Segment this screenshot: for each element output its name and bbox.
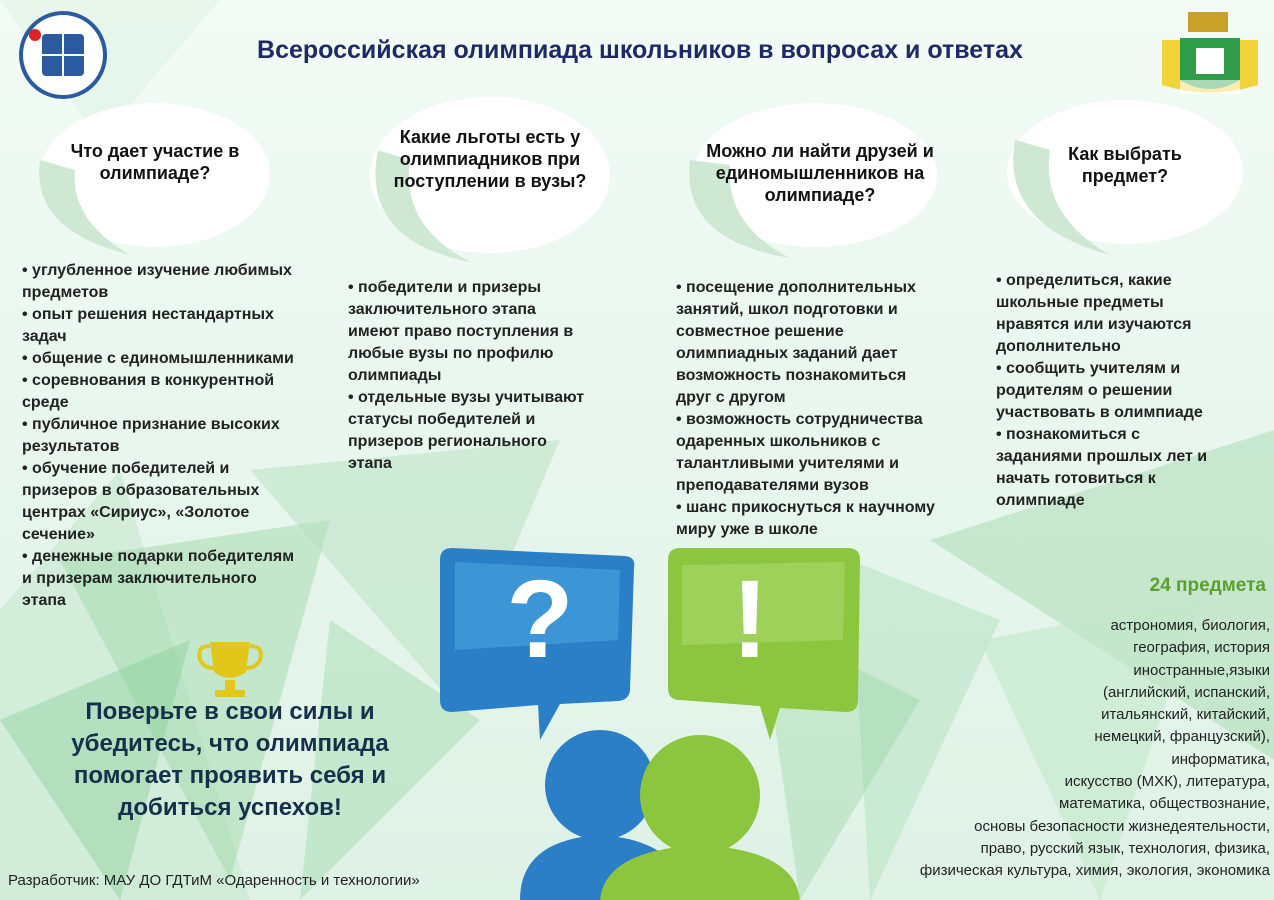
answer-line: результатов — [22, 438, 120, 455]
answer-line: • денежные подарки победителям — [22, 548, 295, 565]
answer-line: имеют право поступления в — [348, 323, 574, 340]
answer-line: этапа — [22, 592, 66, 609]
exclamation-mark-icon: ! — [731, 558, 769, 681]
answer-line: олимпиады — [348, 367, 442, 384]
subject-line: немецкий, французский), — [1094, 728, 1270, 746]
subjects-title: 24 предмета — [1149, 575, 1266, 596]
answer-line: заданиями прошлых лет и — [996, 448, 1208, 465]
subject-line: искусство (МХК), литература, — [1064, 773, 1270, 791]
subject-line: иностранные,языки — [1133, 661, 1270, 679]
answer-line: занятий, школ подготовки и — [676, 301, 898, 318]
answer-line: олимпиаде — [996, 492, 1085, 509]
subject-line: (английский, испанский, — [1102, 683, 1270, 701]
answers-column-3 — [676, 277, 986, 541]
answer-line: • победители и призеры — [348, 279, 542, 296]
answer-line: талантливыми учителями и — [676, 455, 899, 472]
answer-line: миру уже в школе — [676, 521, 818, 538]
coat-of-arms — [1162, 12, 1258, 94]
answer-line: призеров в образовательных — [22, 482, 260, 499]
answer-line: статусы победителей и — [348, 411, 536, 428]
answer-line: дополнительно — [996, 338, 1121, 355]
motto-line: убедитесь, что олимпиада — [71, 730, 389, 757]
answer-line: задач — [22, 328, 67, 345]
answer-line: одаренных школьников с — [676, 433, 881, 450]
answer-line: олимпиадных заданий дает — [676, 345, 898, 362]
answer-line: • общение с единомышленниками — [22, 350, 294, 367]
olympiad-logo — [21, 13, 105, 97]
answer-line: нравятся или изучаются — [996, 316, 1192, 333]
answer-line: среде — [22, 394, 69, 411]
question-1: Что дает участие в олимпиаде? — [70, 141, 240, 183]
answer-line: • углубленное изучение любимых — [22, 262, 292, 279]
answer-line: призеров регионального — [348, 433, 547, 450]
answers-column-4 — [996, 270, 1266, 512]
answer-line: совместное решение — [676, 323, 844, 340]
motto-line: помогает проявить себя и — [73, 762, 387, 789]
answer-line: • посещение дополнительных — [676, 279, 916, 296]
subject-line: география, история — [1133, 639, 1270, 657]
motto-line: Поверьте в свои силы и — [85, 698, 375, 725]
answers-column-2 — [348, 277, 648, 475]
page-title: Всероссийская олимпиада школьников в вопросах и ответах — [257, 36, 1023, 64]
answer-line: • публичное признание высоких — [22, 416, 280, 433]
developer-credit: Разработчик: МАУ ДО ГДТиМ «Одаренность и технологии» — [8, 872, 420, 889]
answer-line: участвовать в олимпиаде — [996, 404, 1203, 421]
answer-line: школьные предметы — [996, 294, 1164, 311]
subject-line: математика, обществознание, — [1059, 795, 1270, 813]
answer-line: начать готовиться к — [996, 470, 1156, 487]
answer-line: центрах «Сириус», «Золотое — [22, 504, 250, 521]
subject-line: астрономия, биология, — [1110, 617, 1270, 634]
answer-line: • определиться, какие — [996, 272, 1172, 289]
subject-line: информатика, — [1171, 750, 1270, 768]
subjects-list — [820, 615, 1270, 883]
question-4: Как выбрать предмет? — [1068, 144, 1182, 186]
people-graphic — [520, 730, 800, 900]
question-3: Можно ли найти друзей и единомышленников на олимпиаде? — [706, 141, 934, 205]
answer-line: заключительного этапа — [348, 301, 536, 318]
answer-line: и призерам заключительного — [22, 570, 257, 587]
answer-line: • шанс прикоснуться к научному — [676, 499, 935, 516]
answers-column-1 — [22, 260, 342, 612]
motto — [30, 696, 430, 824]
answer-line: • познакомиться с — [996, 426, 1141, 443]
answer-line: любые вузы по профилю — [348, 345, 554, 362]
subject-line: физическая культура, химия, экология, экономика — [919, 862, 1270, 880]
subject-line: основы безопасности жизнедеятельности, — [974, 817, 1270, 835]
answer-line: сечение» — [22, 526, 95, 543]
answer-line: • отдельные вузы учитывают — [348, 389, 585, 406]
answer-line: • возможность сотрудничества — [676, 411, 923, 428]
question-2: Какие льготы есть у олимпиадников при поступлении в вузы? — [393, 127, 587, 191]
question-mark-icon: ? — [506, 558, 574, 681]
motto-line: добиться успехов! — [118, 794, 342, 821]
answer-line: • опыт решения нестандартных — [22, 306, 274, 323]
answer-line: преподавателями вузов — [676, 477, 869, 494]
subject-line: итальянский, китайский, — [1101, 706, 1270, 724]
answer-line: друг с другом — [676, 389, 786, 406]
answer-line: • сообщить учителям и — [996, 360, 1181, 377]
answer-line: родителям о решении — [996, 382, 1173, 399]
answer-line: • обучение победителей и — [22, 460, 230, 477]
answer-line: этапа — [348, 455, 392, 472]
answer-line: предметов — [22, 284, 109, 301]
subject-line: право, русский язык, технология, физика, — [980, 839, 1270, 857]
answer-line: возможность познакомиться — [676, 367, 907, 384]
answer-line: • соревнования в конкурентной — [22, 372, 275, 389]
